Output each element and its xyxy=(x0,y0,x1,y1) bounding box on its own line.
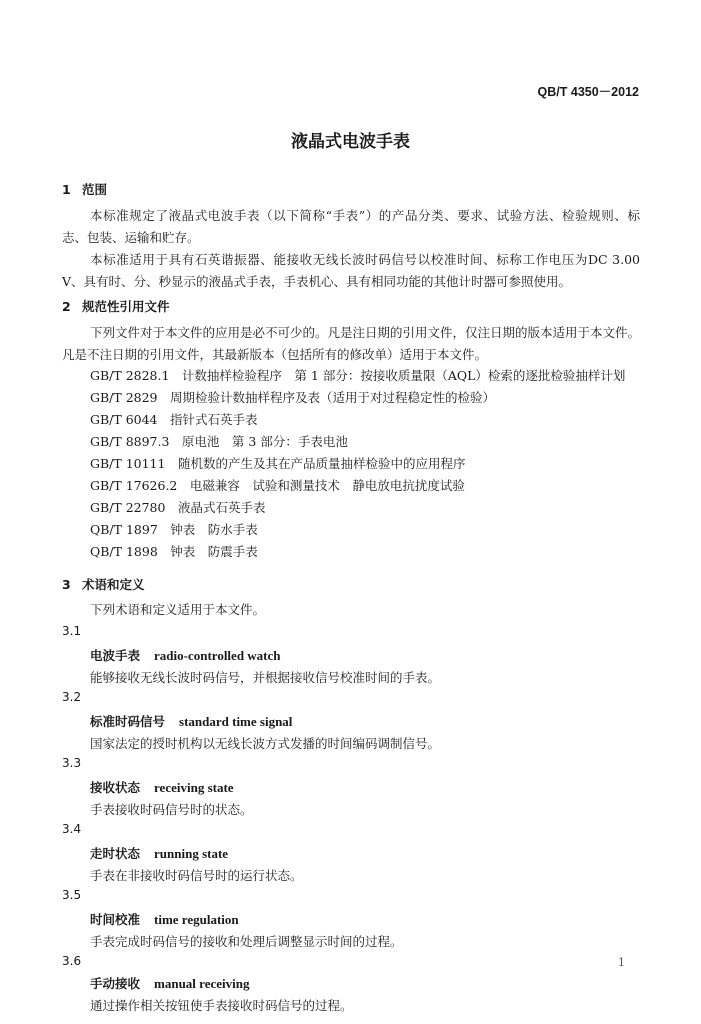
reference-item: QB/T 1897 钟表 防水手表 xyxy=(90,522,258,537)
reference-item: GB/T 10111 随机数的产生及其在产品质量抽样检验中的应用程序 xyxy=(90,456,466,471)
term-zh: 接收状态 xyxy=(90,780,141,795)
scope-paragraph-2: 本标准适用于具有石英谐振器、能接收无线长波时码信号以校准时间、标称工作电压为DC 3.00 V、具有时、分、秒显示的液晶式手表，手表机心、具有相同功能的其他计时器可参照使用。 xyxy=(62,252,640,289)
term-heading xyxy=(90,844,228,862)
section-1-heading xyxy=(62,180,107,198)
standard-code: QB/T 4350－2012 xyxy=(537,85,639,99)
term-number: 3.1 xyxy=(62,624,82,638)
reference-item: GB/T 8897.3 原电池 第 3 部分：手表电池 xyxy=(90,434,348,449)
reference-item: GB/T 22780 液晶式石英手表 xyxy=(90,500,266,515)
term-definition: 手表在非接收时码信号时的运行状态。 xyxy=(90,868,303,883)
section-3-heading xyxy=(62,575,145,593)
term-zh: 走时状态 xyxy=(90,846,141,861)
section-title: 规范性引用文件 xyxy=(82,299,170,314)
page-number: 1 xyxy=(618,956,625,969)
term-zh: 标准时码信号 xyxy=(90,714,166,729)
term-number: 3.3 xyxy=(62,756,82,770)
term-en: receiving state xyxy=(154,780,234,795)
term-definition: 国家法定的授时机构以无线长波方式发播的时间编码调制信号。 xyxy=(90,736,441,751)
section-number: 3 xyxy=(62,577,71,592)
term-definition: 通过操作相关按钮使手表接收时码信号的过程。 xyxy=(90,998,353,1013)
term-heading xyxy=(90,974,249,992)
term-heading xyxy=(90,646,281,664)
document-title: 液晶式电波手表 xyxy=(291,132,410,152)
section-number: 2 xyxy=(62,299,71,314)
term-en: manual receiving xyxy=(154,976,250,991)
term-number: 3.4 xyxy=(62,822,82,836)
term-heading xyxy=(90,712,292,730)
term-heading xyxy=(90,778,234,796)
reference-item: QB/T 1898 钟表 防震手表 xyxy=(90,544,258,559)
reference-item: GB/T 2828.1 计数抽样检验程序 第 1 部分：按接收质量限（AQL）检索的逐批检验抽样计划 xyxy=(90,368,626,383)
reference-item: GB/T 17626.2 电磁兼容 试验和测量技术 静电放电抗扰度试验 xyxy=(90,478,465,493)
term-zh: 时间校准 xyxy=(90,912,141,927)
term-en: radio-controlled watch xyxy=(154,648,281,663)
term-heading xyxy=(90,910,239,928)
term-definition: 手表完成时码信号的接收和处理后调整显示时间的过程。 xyxy=(90,934,403,949)
term-en: time regulation xyxy=(154,912,239,927)
section-number: 1 xyxy=(62,182,71,197)
term-number: 3.2 xyxy=(62,690,82,704)
term-en: standard time signal xyxy=(179,714,293,729)
section-title: 范围 xyxy=(82,182,108,197)
references-intro: 下列文件对于本文件的应用是必不可少的。凡是注日期的引用文件，仅注日期的版本适用于本文件。凡是不注日期的引用文件，其最新版本（包括所有的修改单）适用于本文件。 xyxy=(62,325,641,362)
term-zh: 电波手表 xyxy=(90,648,141,663)
term-definition: 手表接收时码信号时的状态。 xyxy=(90,802,253,817)
term-zh: 手动接收 xyxy=(90,976,141,991)
terms-intro: 下列术语和定义适用于本文件。 xyxy=(90,602,266,617)
term-en: running state xyxy=(154,846,229,861)
reference-item: GB/T 2829 周期检验计数抽样程序及表（适用于对过程稳定性的检验） xyxy=(90,390,496,405)
section-2-heading xyxy=(62,297,170,315)
term-number: 3.6 xyxy=(62,954,82,968)
term-definition: 能够接收无线长波时码信号，并根据接收信号校准时间的手表。 xyxy=(90,670,441,685)
section-title: 术语和定义 xyxy=(82,577,145,592)
scope-paragraph-1: 本标准规定了液晶式电波手表（以下简称“手表”）的产品分类、要求、试验方法、检验规则、标志、包装、运输和贮存。 xyxy=(62,208,640,245)
term-number: 3.5 xyxy=(62,888,82,902)
reference-item: GB/T 6044 指针式石英手表 xyxy=(90,412,258,427)
